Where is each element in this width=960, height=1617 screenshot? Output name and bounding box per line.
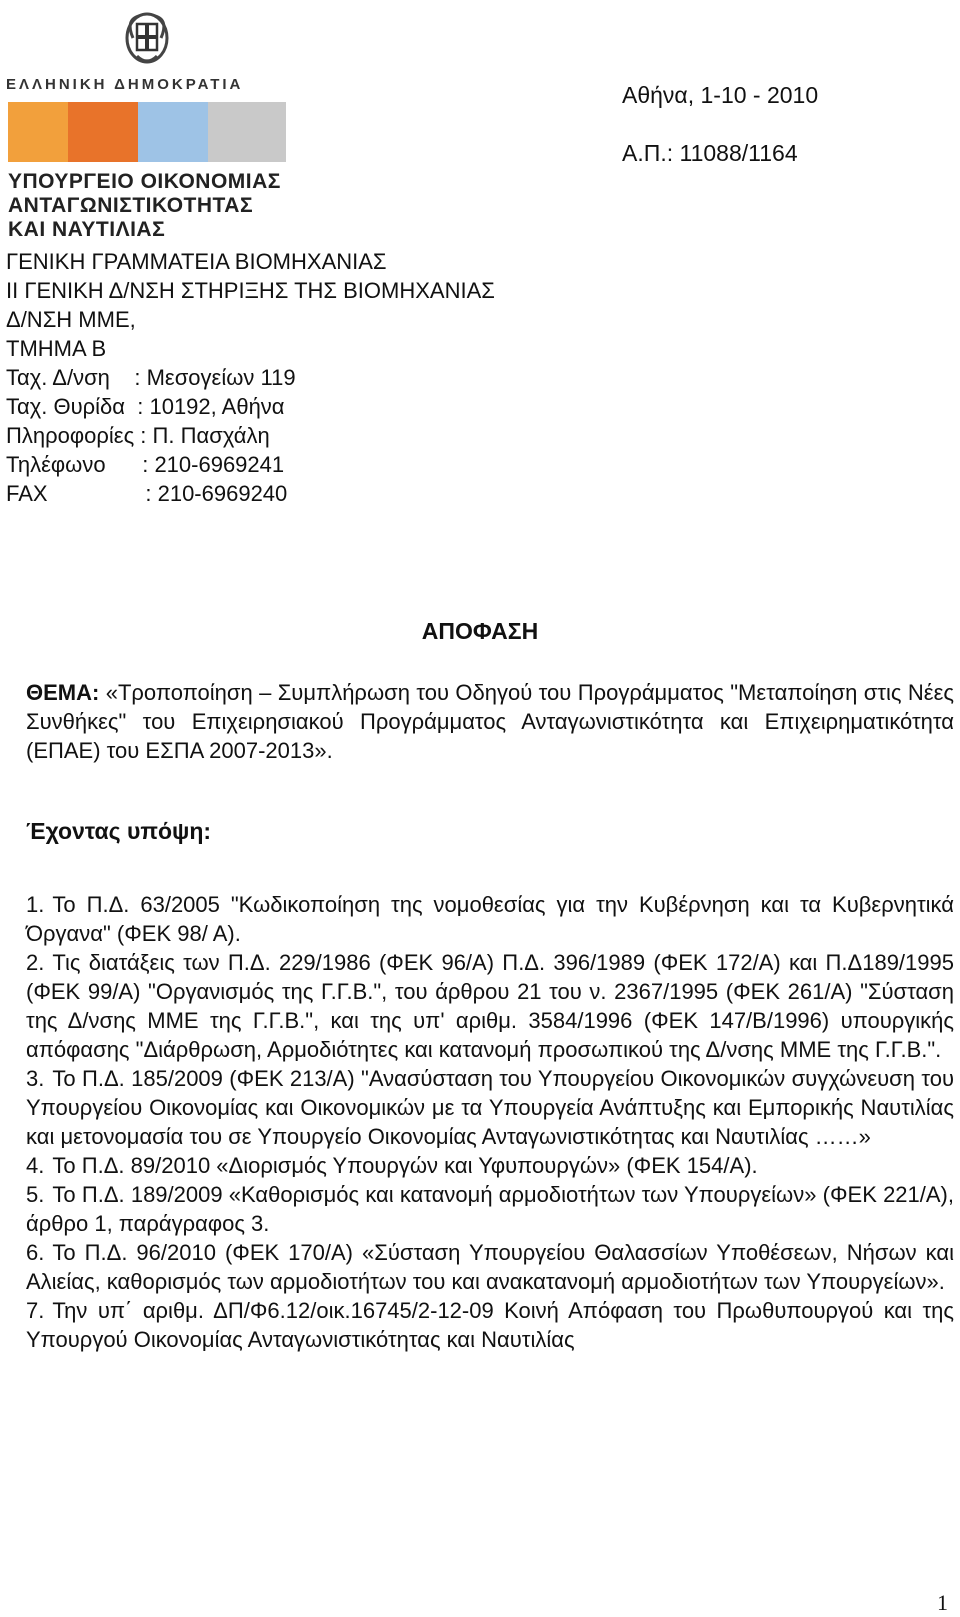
sender-line: ΓΕΝΙΚΗ ΓΡΑΜΜΑΤΕΙΑ ΒΙΟΜΗΧΑΝΙΑΣ [6,249,387,274]
item-number: 4. [26,1153,45,1178]
document-title: ΑΠΟΦΑΣΗ [421,618,539,644]
sender-line: Πληροφορίες : Π. Πασχάλη [6,423,270,448]
list-item [26,1151,954,1180]
republic-label: ΕΛΛΗΝΙΚΗ ΔΗΜΟΚΡΑΤΙΑ [6,76,244,93]
list-item [26,1238,954,1296]
item-text: Το Π.Δ. 96/2010 (ΦΕΚ 170/Α) «Σύσταση Υπουργείου Θαλασσίων Υποθέσεων, Νήσων και Αλιείας, καθορισμός των αρμοδιοτήτων του και ανακατανομή αρμοδιοτήτων των Υπουργείων». [26,1240,954,1294]
item-number: 7. [26,1298,45,1323]
sender-line: ΙΙ ΓΕΝΙΚΗ Δ/ΝΣΗ ΣΤΗΡΙΞΗΣ ΤΗΣ ΒΙΟΜΗΧΑΝΙΑΣ [6,278,495,303]
item-text: Το Π.Δ. 189/2009 «Καθορισμός και κατανομή αρμοδιοτήτων των Υπουργείων» (ΦΕΚ 221/Α), άρθρο 1, παράγραφος 3. [26,1182,954,1236]
item-number: 5. [26,1182,45,1207]
sender-line: ΤΜΗΜΑ Β [6,336,107,361]
sender-line: Ταχ. Θυρίδα : 10192, Αθήνα [6,394,285,419]
ministry-logo [6,6,288,242]
list-item [26,1180,954,1238]
list-item [26,948,954,1064]
ministry-line: ΑΝΤΑΓΩΝΙΣΤΙΚΟΤΗΤΑΣ [8,194,254,217]
considering-heading: Έχοντας υπόψη: [26,818,212,844]
logo-color-blocks [8,102,286,164]
sender-line: Δ/ΝΣΗ ΜΜΕ, [6,307,136,332]
item-text: Το Π.Δ. 63/2005 "Κωδικοποίηση της νομοθεσίας για την Κυβέρνηση και τα Κυβερνητικά Όργανα" (ΦΕΚ 98/ Α). [26,892,954,946]
list-item [26,1296,954,1354]
document-date: Αθήνα, 1-10 - 2010 [622,82,819,108]
item-number: 1. [26,892,45,917]
subject-label: ΘΕΜΑ: [26,680,100,705]
item-text: Το Π.Δ. 185/2009 (ΦΕΚ 213/Α) "Ανασύσταση του Υπουργείου Οικονομικών συγχώνευση του Υπουργείου Οικονομίας και Οικονομικών με τα Υπουργεία Ανάπτυξης και Εμπορικής Ναυτιλίας και μετονομασία του σε Υπουργείο Οικονομίας Ανταγωνιστικότητας και Ναυτιλίας ……» [26,1066,954,1149]
subject-text: «Τροποποίηση – Συμπλήρωση του Οδηγού του Προγράμματος "Μεταποίηση στις Νέες Συνθήκες" του Επιχειρησιακού Προγράμματος Ανταγωνιστικότητα και Επιχειρηματικότητα (ΕΠΑΕ) του ΕΣΠΑ 2007-2013». [26,680,954,763]
ministry-line: ΥΠΟΥΡΓΕΙΟ ΟΙΚΟΝΟΜΙΑΣ [8,170,281,193]
list-item [26,890,954,948]
logo-color-block [8,102,68,162]
sender-line: Ταχ. Δ/νση : Μεσογείων 119 [6,365,296,390]
ministry-line: ΚΑΙ ΝΑΥΤΙΛΙΑΣ [8,218,166,241]
logo-color-block [208,102,286,162]
ministry-name [8,170,281,242]
date-protocol-block [622,66,818,182]
logo-color-block [138,102,208,162]
item-text: Το Π.Δ. 89/2010 «Διορισμός Υπουργών και Υφυπουργών» (ΦΕΚ 154/Α). [52,1153,758,1178]
protocol-number: Α.Π.: 11088/1164 [622,140,798,166]
item-number: 6. [26,1240,45,1265]
subject-paragraph [26,678,954,765]
sender-block [6,247,495,508]
logo-color-block [68,102,138,162]
item-text: Την υπ΄ αριθμ. ΔΠ/Φ6.12/οικ.16745/2-12-09 Κοινή Απόφαση του Πρωθυπουργού και της Υπουργού Οικονομίας Ανταγωνιστικότητας και Ναυτιλίας [26,1298,954,1352]
considerations-list [26,890,954,1354]
greek-coat-of-arms-icon [119,8,175,66]
sender-line: Τηλέφωνο : 210-6969241 [6,452,285,477]
list-item [26,1064,954,1151]
item-text: Τις διατάξεις των Π.Δ. 229/1986 (ΦΕΚ 96/Α) Π.Δ. 396/1989 (ΦΕΚ 172/Α) και Π.Δ189/1995 (ΦΕΚ 99/Α) "Οργανισμός της Γ.Γ.Β.", του άρθρου 21 του ν. 2367/1995 (ΦΕΚ 261/Α) "Σύσταση της Δ/νσης ΜΜΕ της Γ.Γ.Β.", και της υπ' αριθμ. 3584/1996 (ΦΕΚ 147/Β/1996) υπουργικής απόφασης "Διάρθρωση, Αρμοδιότητες και κατανομή προσωπικού της Δ/νσης ΜΜΕ της Γ.Γ.Β.". [26,950,954,1062]
item-number: 3. [26,1066,45,1091]
sender-line: FAX : 210-6969240 [6,481,288,506]
page-number: 1 [937,1590,948,1615]
item-number: 2. [26,950,45,975]
